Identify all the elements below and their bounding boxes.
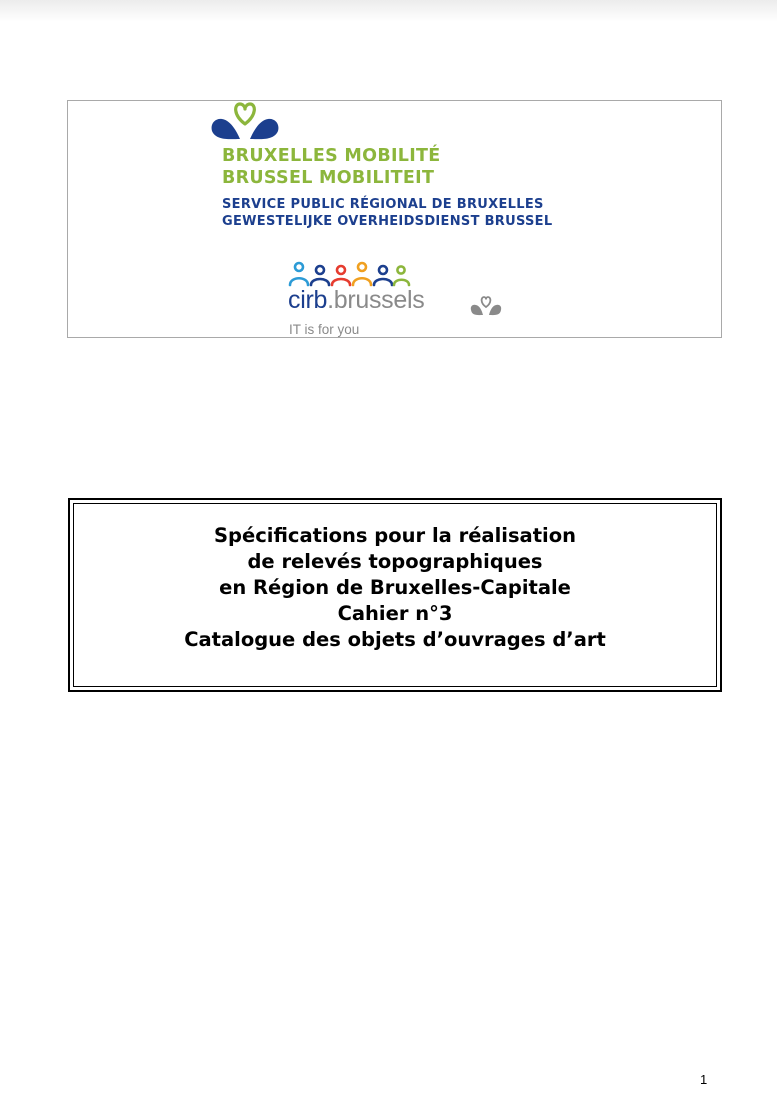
cirb-slogan: IT is for you: [289, 322, 360, 337]
brussel-mobiliteit-nl: BRUSSEL MOBILITEIT: [222, 168, 435, 188]
heart-drops-emblem-icon: [210, 101, 280, 143]
overheidsdienst-nl: GEWESTELIJKE OVERHEIDSDIENST BRUSSEL: [222, 214, 553, 229]
logo-box: [67, 100, 722, 338]
page-top-shadow: [0, 0, 777, 22]
bruxelles-mobilite-fr: BRUXELLES MOBILITÉ: [222, 146, 441, 166]
title-line-4: Cahier n°3: [337, 602, 453, 625]
cirb-domain: .brussels: [327, 286, 425, 314]
service-public-fr: SERVICE PUBLIC RÉGIONAL DE BRUXELLES: [222, 197, 544, 212]
document-title: [70, 523, 720, 653]
page-number: 1: [700, 1072, 708, 1087]
cirb-name: cirb: [288, 286, 328, 314]
title-line-2: de relevés topographiques: [247, 550, 543, 573]
heart-drops-icon: [470, 295, 502, 317]
title-line-3: en Région de Bruxelles-Capitale: [219, 576, 571, 599]
cirb-wordmark: [288, 286, 424, 315]
title-line-1: Spécifications pour la réalisation: [213, 524, 577, 547]
title-box: [68, 498, 722, 692]
colored-people-icon: [287, 261, 411, 287]
title-line-5: Catalogue des objets d’ouvrages d’art: [184, 628, 606, 651]
